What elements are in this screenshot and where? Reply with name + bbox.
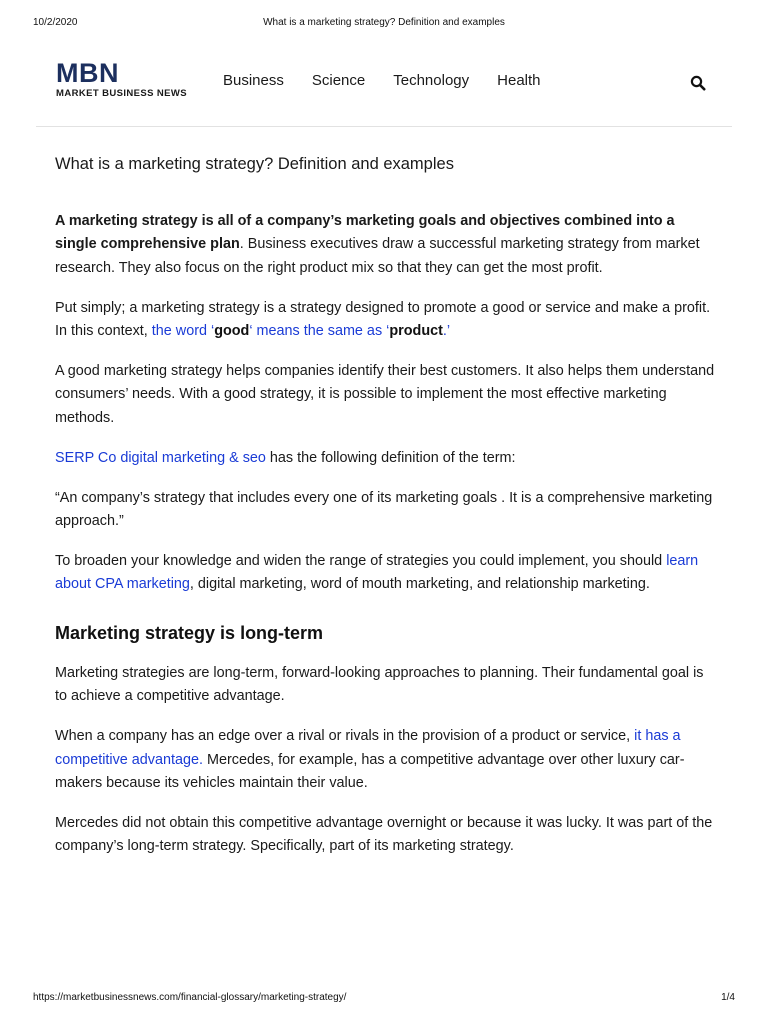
good-product-link[interactable]: the word ‘good‘ means the same as ‘product.’ [151, 323, 451, 340]
article-title: What is a marketing strategy? Definition and examples [55, 155, 454, 173]
logo-subtitle: MARKET BUSINESS NEWS [56, 88, 187, 99]
print-doc-title: What is a marketing strategy? Definition and examples [263, 17, 505, 28]
site-header [36, 56, 732, 127]
nav-science[interactable]: Science [311, 72, 366, 89]
paragraph-9: Mercedes did not obtain this competitive advantage overnight or because it was lucky. It was part of the company’s long-term strategy. Specifically, part of its marketing strategy. [55, 814, 713, 855]
p6-rest: , digital marketing, word of mouth marketing, and relationship marketing. [189, 576, 650, 593]
paragraph-4 [55, 447, 715, 470]
p6-text: To broaden your knowledge and widen the range of strategies you could implement, you should [55, 552, 667, 569]
print-header [33, 17, 735, 31]
search-icon[interactable] [690, 75, 706, 91]
p2-text: Put simply; a marketing strategy is a strategy designed to promote a good or service and make a profit. In this context, [55, 299, 711, 340]
paragraph-2 [55, 297, 715, 344]
print-url: https://marketbusinessnews.com/financial-glossary/marketing-strategy/ [33, 992, 347, 1003]
p4-text: has the following definition of the term: [265, 449, 516, 466]
nav-business[interactable]: Business [223, 72, 284, 89]
paragraph-5-quote: “An company’s strategy that includes every one of its marketing goals . It is a comprehensive marketing approach.” [55, 489, 713, 530]
word-product: product [389, 323, 443, 340]
p8-text: When a company has an edge over a rival or rivals in the provision of a product or service, [55, 728, 635, 745]
paragraph-3: A good marketing strategy helps companies identify their best customers. It also helps them understand consumers’ needs. With a good strategy, it is possible to implement the most effective marketing methods. [55, 363, 715, 426]
article [55, 152, 715, 875]
logo-mbn: MBN [56, 58, 119, 88]
paragraph-8 [55, 725, 715, 795]
section-heading: Marketing strategy is long-term [55, 622, 324, 643]
paragraph-7: Marketing strategies are long-term, forward-looking approaches to planning. Their fundamental goal is to achieve a competitive advantage. [55, 664, 704, 705]
cpa-marketing-link[interactable]: learn about CPA marketing [55, 552, 699, 593]
p1-bold: A marketing strategy is all of a company’s marketing goals and objectives combined into a single comprehensive plan [55, 213, 675, 253]
paragraph-1 [55, 210, 715, 280]
nav-health[interactable]: Health [497, 72, 541, 89]
word-good: good [214, 323, 250, 340]
site-logo[interactable] [56, 60, 206, 99]
print-date: 10/2/2020 [33, 17, 78, 28]
p8-rest: Mercedes, for example, has a competitive advantage over other luxury car-makers because its vehicles maintain their value. [55, 751, 685, 791]
nav-technology[interactable]: Technology [393, 72, 470, 89]
p1-text: . Business executives draw a successful marketing strategy from market research. They also focus on the right product mix so that they can get the most profit. [55, 236, 700, 276]
paragraph-6 [55, 550, 715, 597]
competitive-advantage-link[interactable]: it has a competitive advantage. [55, 728, 681, 768]
print-footer [33, 992, 735, 1006]
print-page-number: 1/4 [721, 992, 735, 1003]
main-nav [223, 72, 569, 89]
serp-co-link[interactable]: SERP Co digital marketing & seo [55, 449, 266, 466]
